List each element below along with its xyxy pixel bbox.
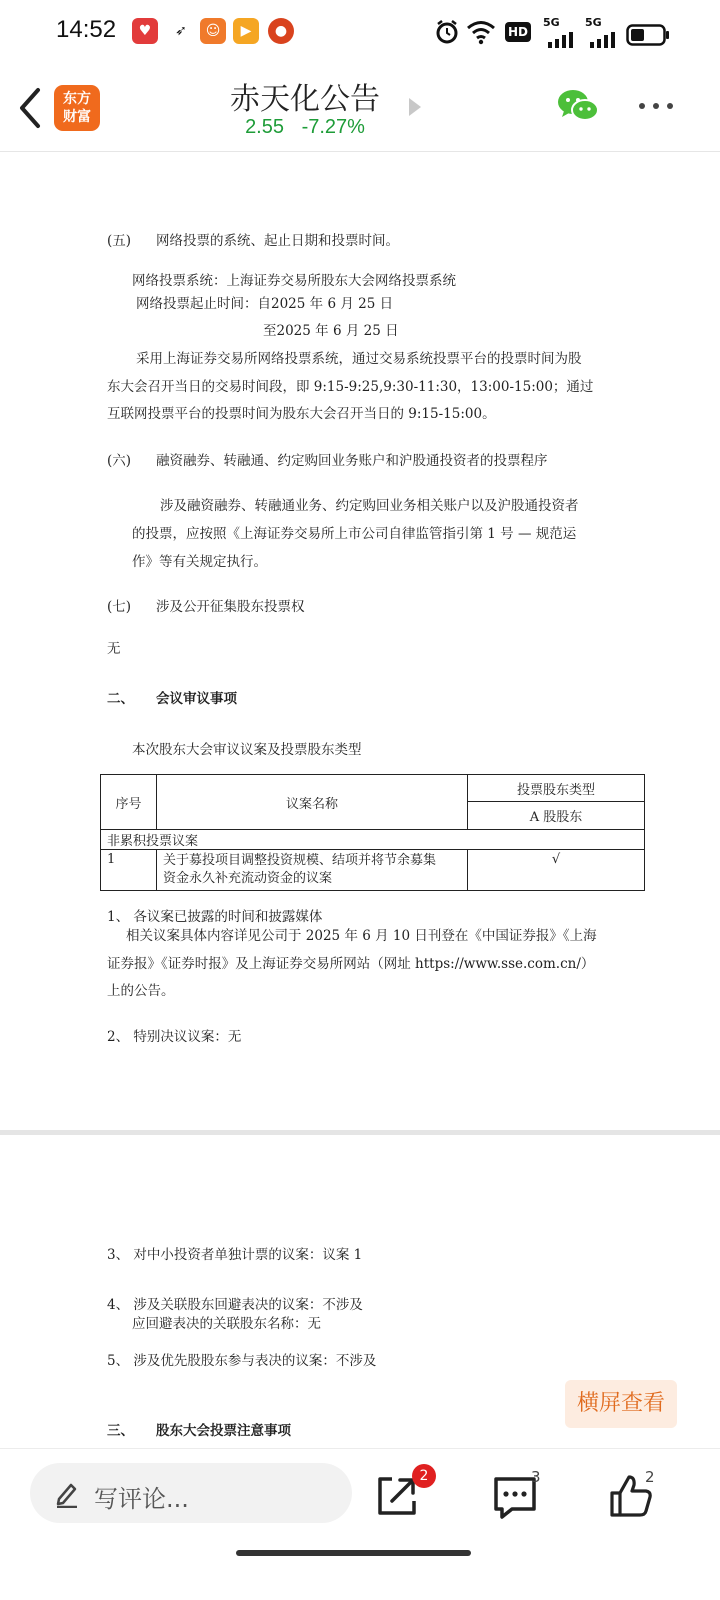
section-3-title: 股东大会投票注意事项 [156, 1423, 291, 1439]
paragraph: 相关议案具体内容详见公司于 2025 年 6 月 10 日刊登在《中国证券报》《上海 [126, 928, 597, 944]
announcement-document[interactable] [0, 153, 720, 1448]
back-button[interactable] [12, 84, 52, 132]
pencil-icon [54, 1480, 80, 1508]
wifi-icon [466, 18, 496, 46]
note-5: 5、 涉及优先股股东参与表决的议案：不涉及 [107, 1353, 377, 1369]
paragraph: 涉及融资融券、转融通业务、约定购回业务相关账户以及沪股通投资者 [160, 498, 579, 514]
stock-quote[interactable] [180, 116, 430, 139]
wechat-share-button[interactable] [556, 86, 600, 126]
status-time: 14:52 [56, 16, 117, 43]
table-header-seq: 序号 [101, 775, 157, 830]
section-7-number: (七) [107, 599, 132, 615]
table-header-name: 议案名称 [157, 775, 468, 830]
logo-line2: 财富 [63, 109, 91, 125]
note-1-title: 1、 各议案已披露的时间和披露媒体 [107, 909, 323, 925]
video-app-icon: ▶ [233, 18, 259, 44]
section-3-number: 三、 [107, 1423, 134, 1439]
table-header-type-sub: A 股股东 [468, 802, 645, 830]
app-notification-icon: ☺ [200, 18, 226, 44]
note-3: 3、 对中小投资者单独计票的议案：议案 1 [107, 1247, 363, 1263]
note-4: 4、 涉及关联股东回避表决的议案：不涉及 [107, 1297, 363, 1313]
paragraph: 互联网投票平台的投票时间为股东大会召开当日的 9:15-15:00。 [107, 406, 496, 422]
motions-table [100, 774, 645, 891]
table-cell-name-line: 资金永久补充流动资金的议案 [163, 871, 333, 886]
home-indicator[interactable] [236, 1550, 471, 1556]
alarm-icon [434, 18, 460, 46]
paragraph: 网络投票系统：上海证券交易所股东大会网络投票系统 [132, 273, 456, 289]
stock-change: -7.27% [301, 116, 365, 138]
battery-icon [626, 21, 670, 49]
paragraph: 采用上海证券交易所网络投票系统，通过交易系统投票平台的投票时间为股 [136, 351, 582, 367]
signal-label-1: 5G [543, 16, 560, 29]
section-5-number: (五) [107, 233, 132, 249]
paragraph: 至2025 年 6 月 25 日 [263, 323, 399, 339]
signal-icon [548, 26, 574, 54]
section-5-title: 网络投票的系统、起止日期和投票时间。 [156, 233, 399, 249]
note-2: 2、 特别决议议案：无 [107, 1029, 242, 1045]
paragraph: 证券报》《证券时报》及上海证券交易所网站（网址 https://www.sse.com.cn/） [107, 956, 595, 972]
signal-icon [590, 26, 616, 54]
like-count: 2 [645, 1468, 655, 1486]
table-cell-name [157, 850, 468, 891]
table-group-row: 非累积投票议案 [101, 830, 645, 850]
paragraph: 网络投票起止时间：自2025 年 6 月 25 日 [136, 296, 394, 312]
section-7-title: 涉及公开征集股东投票权 [156, 599, 305, 615]
table-cell-name-line: 关于募投项目调整投资规模、结项并将节余募集 [163, 853, 437, 868]
paragraph: 东大会召开当日的交易时间段，即 9:15-9:25,9:30-11:30，13:00-15:00；通过 [107, 379, 594, 395]
logo-line1: 东方 [63, 91, 91, 107]
table-cell-check: √ [468, 850, 645, 891]
section-2-title: 会议审议事项 [156, 691, 237, 707]
comment-placeholder: 写评论... [94, 1485, 189, 1513]
landscape-view-button[interactable]: 横屏查看 [565, 1380, 677, 1428]
stock-price: 2.55 [245, 116, 284, 138]
header [0, 64, 720, 152]
hd-voice-icon: HD [505, 22, 531, 42]
table-header-type: 投票股东类型 [468, 775, 645, 802]
paragraph: 的投票，应按照《上海证券交易所上市公司自律监管指引第 1 号 — 规范运 [132, 526, 577, 542]
comment-input[interactable] [30, 1463, 352, 1523]
app-notification-icon: ♥ [132, 18, 158, 44]
bottom-bar [0, 1448, 720, 1600]
paragraph: 上的公告。 [107, 983, 175, 999]
eastmoney-logo[interactable] [54, 85, 100, 131]
table-row [101, 850, 645, 891]
page-divider [0, 1130, 720, 1135]
paragraph: 本次股东大会审议议案及投票股东类型 [132, 742, 362, 758]
status-bar [0, 0, 720, 64]
triangle-right-icon[interactable] [408, 97, 422, 117]
paragraph: 作》等有关规定执行。 [132, 554, 267, 570]
signal-label-2: 5G [585, 16, 602, 29]
note-4-sub: 应回避表决的关联股东名称：无 [132, 1316, 321, 1332]
more-icon[interactable] [636, 94, 676, 118]
page-title: 赤天化公告 [230, 82, 380, 117]
section-2-number: 二、 [107, 691, 134, 707]
paragraph: 无 [107, 641, 121, 657]
share-badge: 2 [412, 1464, 436, 1488]
app-notification-icon: ● [268, 18, 294, 44]
section-6-title: 融资融券、转融通、约定购回业务账户和沪股通投资者的投票程序 [156, 453, 548, 469]
table-cell-seq: 1 [101, 850, 157, 891]
section-6-number: (六) [107, 453, 132, 469]
comment-count: 3 [531, 1468, 541, 1486]
paper-plane-icon: ➶ [175, 23, 187, 39]
